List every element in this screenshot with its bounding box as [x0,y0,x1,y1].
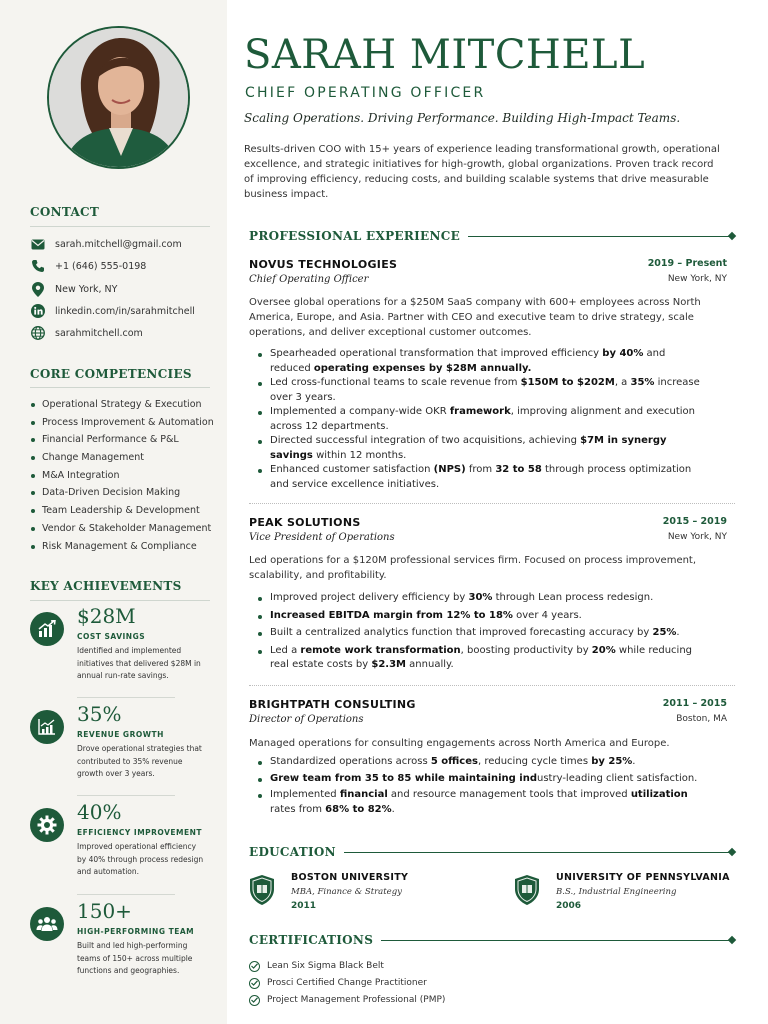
contact-phone-text: +1 (646) 555-0198 [55,260,147,272]
education-heading-text: EDUCATION [249,845,344,859]
achievement-value: $28M [77,604,136,628]
achievement-value: 35% [77,702,122,726]
sidebar [0,0,227,1024]
contact-website[interactable] [30,325,220,341]
achievement-desc: Drove operational strategies that contributed to 35% revenue growth over 3 years. [77,744,202,778]
contact-heading: CONTACT [30,205,100,219]
competencies-list [30,396,214,555]
degree: B.S., Industrial Engineering [556,887,677,897]
company-name: PEAK SOLUTIONS [249,516,361,529]
list-item: Data-Driven Decision Making [30,484,214,502]
university-name: BOSTON UNIVERSITY [291,872,409,883]
section-rule [339,852,731,853]
list-item: Grew team from 35 to 85 while maintaining industry-leading client satisfaction. [249,772,704,787]
list-item: Enhanced customer satisfaction (NPS) from 32 to 58 through process optimization and service excellence initiatives. [249,463,704,492]
contact-website-text: sarahmitchell.com [55,327,143,339]
job-divider [249,685,735,686]
diamond-ornament [728,848,736,856]
contact-linkedin-text: linkedin.com/in/sarahmitchell [55,305,195,317]
job-divider [249,503,735,504]
achievement-label: EFFICIENCY IMPROVEMENT [77,828,203,837]
list-item: Improved project delivery efficiency by 30% through Lean process redesign. [249,591,704,606]
achievement-value: 40% [77,800,122,824]
section-rule [437,236,731,237]
candidate-name: SARAH MITCHELL [244,32,646,78]
achievement-label: COST SAVINGS [77,632,146,641]
list-item: Implemented financial and resource management tools that improved utilization rates from 68% to 82%. [249,788,704,817]
list-item: Operational Strategy & Execution [30,396,214,414]
certification-item [249,959,384,973]
mail-icon [30,236,46,252]
main-content [227,0,768,1024]
job-intro: Led operations for a $120M professional services firm. Focused on process improvement, scalability, and profitability. [249,555,697,581]
education-heading [249,845,735,859]
achievement-label: HIGH-PERFORMING TEAM [77,927,195,936]
line-chart-icon [30,710,64,744]
company-name: BRIGHTPATH CONSULTING [249,698,416,711]
experience-heading [249,229,735,243]
list-item: Led a remote work transformation, boosting productivity by 20% while reducing real estate costs by $2.3M annually. [249,644,704,673]
profile-photo [47,26,190,169]
list-item: Team Leadership & Development [30,502,214,520]
university-shield-icon [514,874,540,910]
achievement-divider [77,795,175,796]
contact-location [30,281,220,297]
university-shield-icon [249,874,275,910]
contact-divider [30,226,210,227]
job-location: New York, NY [667,274,727,284]
certification-name: Lean Six Sigma Black Belt [267,961,384,971]
globe-icon [30,325,46,341]
team-icon [30,907,64,941]
list-item: Spearheaded operational transformation that improved efficiency by 40% and reduced operating expenses by $28M annually. [249,347,704,376]
achievement-desc: Built and led high-performing teams of 150+ across multiple functions and geographies. [77,941,193,975]
contact-phone[interactable] [30,258,220,274]
list-item: Standardized operations across 5 offices, reducing cycle times by 25%. [249,755,704,770]
certification-item [249,993,445,1007]
education-item-boston [249,872,479,920]
contact-location-text: New York, NY [55,283,118,295]
experience-heading-text: PROFESSIONAL EXPERIENCE [249,229,468,243]
competencies-heading: CORE COMPETENCIES [30,367,192,381]
education-item-penn [514,872,744,920]
location-pin-icon [30,281,46,297]
job-location: New York, NY [667,532,727,542]
degree: MBA, Finance & Strategy [291,887,402,897]
certification-name: Prosci Certified Change Practitioner [267,978,427,988]
achievement-divider [77,697,175,698]
achievement-value: 150+ [77,899,132,923]
list-item: Built a centralized analytics function that improved forecasting accuracy by 25%. [249,626,704,641]
gear-icon [30,808,64,842]
certifications-heading-text: CERTIFICATIONS [249,933,381,947]
certification-name: Project Management Professional (PMP) [267,995,446,1005]
job-title: Vice President of Operations [249,532,395,543]
graduation-year: 2011 [291,901,317,911]
summary: Results-driven COO with 15+ years of experience leading transformational growth, operational excellence, and strategic initiatives for high-growth, global organizations. Proven track record of improving efficiency, reducing costs, and building scalable systems that drive measurable business impact. [244,144,720,200]
list-item: Vendor & Stakeholder Management [30,520,214,538]
achievements-heading: KEY ACHIEVEMENTS [30,579,182,593]
check-circle-icon [249,995,260,1006]
contact-email-text: sarah.mitchell@gmail.com [55,238,182,250]
certifications-heading [249,933,735,947]
job-title: Chief Operating Officer [249,274,369,285]
tagline: Scaling Operations. Driving Performance. Building High-Impact Teams. [244,111,681,125]
graduation-year: 2006 [556,901,582,911]
list-item: Implemented a company-wide OKR framework, improving alignment and execution across 12 departments. [249,405,704,434]
contact-email[interactable] [30,236,220,252]
job-intro: Managed operations for consulting engagements across North America and Europe. [249,738,670,749]
check-circle-icon [249,978,260,989]
contact-linkedin[interactable] [30,303,220,319]
job-dates: 2011 – 2015 [662,698,727,709]
candidate-role: CHIEF OPERATING OFFICER [245,85,486,101]
competencies-divider [30,387,210,388]
achievement-desc: Improved operational efficiency by 40% through process redesign and automation. [77,842,204,876]
list-item: Led cross-functional teams to scale revenue from $150M to $202M, a 35% increase over 3 years. [249,376,704,405]
certification-item [249,976,427,990]
job-title: Director of Operations [249,714,364,725]
check-circle-icon [249,961,260,972]
achievements-divider [30,600,210,601]
diamond-ornament [728,936,736,944]
bar-chart-growth-icon [30,612,64,646]
job-bullets [249,755,727,817]
list-item: Increased EBITDA margin from 12% to 18% over 4 years. [249,609,704,624]
list-item: Financial Performance & P&L [30,431,214,449]
achievement-divider [77,894,175,895]
job-location: Boston, MA [676,714,727,724]
section-rule [367,940,731,941]
list-item: Change Management [30,449,214,467]
phone-icon [30,258,46,274]
list-item: M&A Integration [30,467,214,485]
company-name: NOVUS TECHNOLOGIES [249,258,398,271]
job-dates: 2019 – Present [647,258,727,269]
diamond-ornament [728,232,736,240]
job-bullets [249,347,727,492]
linkedin-icon [30,303,46,319]
job-dates: 2015 – 2019 [662,516,727,527]
achievement-desc: Identified and implemented initiatives that delivered $28M in annual run-rate savings. [77,646,201,680]
list-item: Process Improvement & Automation [30,414,214,432]
university-name: UNIVERSITY OF PENNSYLVANIA [556,872,730,883]
job-intro: Oversee global operations for a $250M SaaS company with 600+ employees across North America, Europe, and Asia. Partner with CEO and executive team to drive strategy, scale operations, and deliver exceptional customer outcomes. [249,297,701,338]
job-bullets [249,591,727,673]
achievement-label: REVENUE GROWTH [77,730,164,739]
list-item: Risk Management & Compliance [30,538,214,556]
list-item: Directed successful integration of two acquisitions, achieving $7M in synergy savings within 12 months. [249,434,704,463]
